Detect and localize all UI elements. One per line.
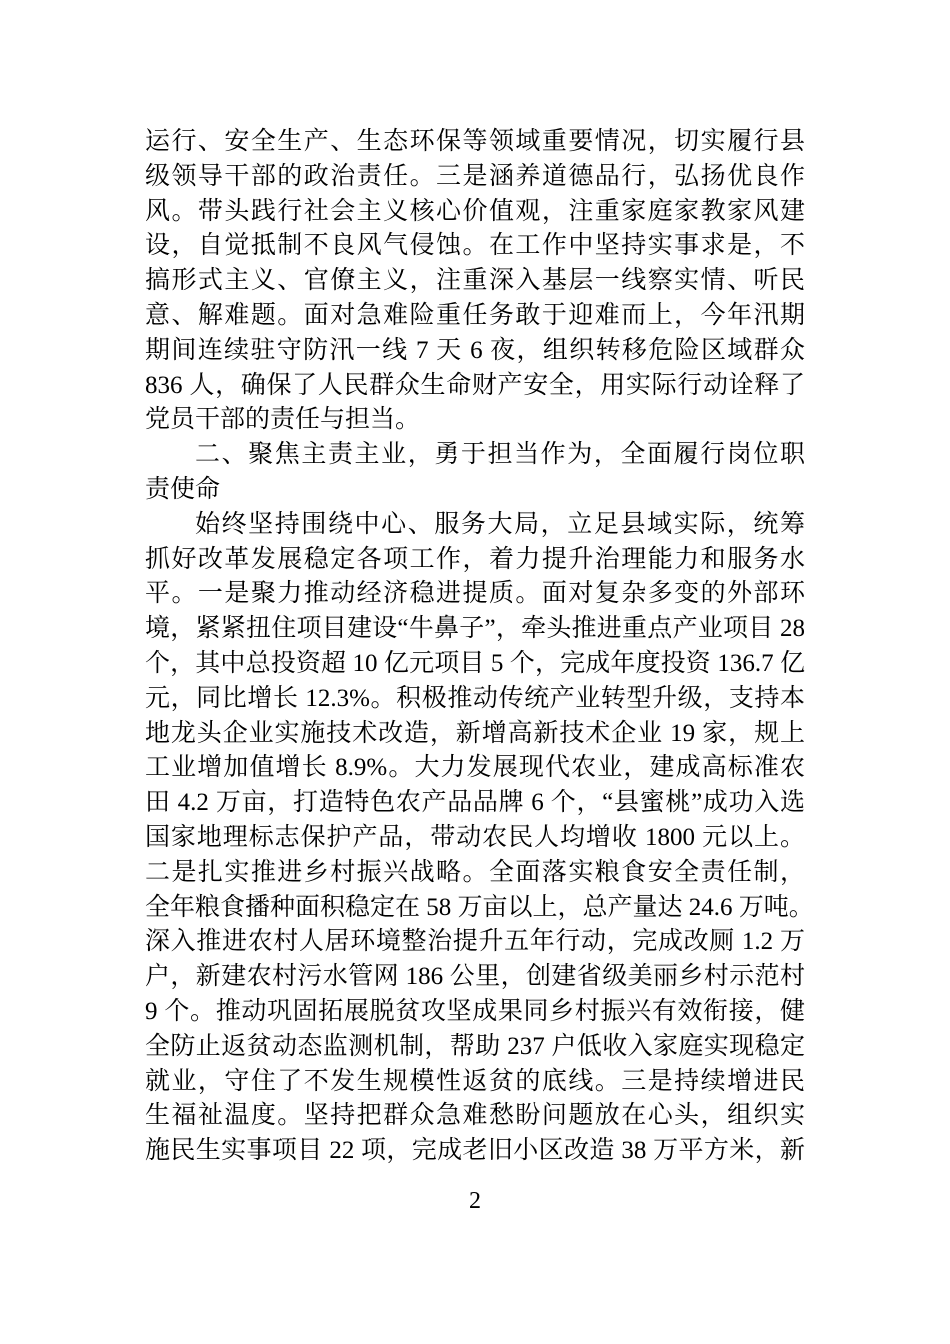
paragraph-line: 施民生实事项目 22 项，完成老旧小区改造 38 万平方米，新 [145,1137,805,1165]
paragraph-line: 期间连续驻守防汛一线 7 天 6 夜，组织转移危险区域群众 [145,336,805,364]
paragraph-line: 个，其中总投资超 10 亿元项目 5 个，完成年度投资 136.7 亿 [145,649,805,677]
paragraph-line: 始终坚持围绕中心、服务大局，立足县域实际，统筹 [195,510,805,538]
paragraph-line: 意、解难题。面对急难险重任务敢于迎难而上，今年汛期 [145,301,805,329]
paragraph-line: 国家地理标志保护产品，带动农民人均增收 1800 元以上。 [145,823,805,851]
paragraph-line: 就业，守住了不发生规模性返贫的底线。三是持续增进民 [145,1067,805,1095]
paragraph-line: 全防止返贫动态监测机制，帮助 237 户低收入家庭实现稳定 [145,1032,805,1060]
paragraph-line: 元，同比增长 12.3%。积极推动传统产业转型升级，支持本 [145,684,805,712]
paragraph-line: 运行、安全生产、生态环保等领域重要情况，切实履行县 [145,128,805,155]
paragraph-line: 工业增加值增长 8.9%。大力发展现代农业，建成高标准农 [145,754,805,782]
paragraph-line: 党员干部的责任与担当。 [145,406,421,434]
paragraph-line: 全年粮食播种面积稳定在 58 万亩以上，总产量达 24.6 万吨。 [145,893,814,921]
paragraph-line: 生福祉温度。坚持把群众急难愁盼问题放在心头，组织实 [145,1102,805,1130]
paragraph-line: 地龙头企业实施技术改造，新增高新技术企业 19 家，规上 [145,719,805,747]
paragraph-line: 田 4.2 万亩，打造特色农产品品牌 6 个，“县蜜桃”成功入选 [145,789,805,817]
paragraph-line: 搞形式主义、官僚主义，注重深入基层一线察实情、听民 [145,267,805,295]
paragraph-line: 抓好改革发展稳定各项工作，着力提升治理能力和服务水 [145,545,805,573]
paragraph-line: 9 个。推动巩固拓展脱贫攻坚成果同乡村振兴有效衔接，健 [145,997,805,1025]
section-heading: 二、聚焦主责主业，勇于担当作为，全面履行岗位职 [195,441,805,469]
paragraph-line: 境，紧紧扭住项目建设“牛鼻子”，牵头推进重点产业项目 28 [145,615,805,643]
paragraph-line: 深入推进农村人居环境整治提升五年行动，完成改厕 1.2 万 [145,928,805,956]
paragraph-line: 平。一是聚力推动经济稳进提质。面对复杂多变的外部环 [145,580,805,608]
paragraph-line: 户，新建农村污水管网 186 公里，创建省级美丽乡村示范村 [145,963,805,991]
body-text [145,125,814,1169]
paragraph-line: 二是扎实推进乡村振兴战略。全面落实粮食安全责任制， [145,858,805,886]
section-heading: 责使命 [145,475,221,503]
paragraph-line: 级领导干部的政治责任。三是涵养道德品行，弘扬优良作 [145,162,805,190]
paragraph-line: 风。带头践行社会主义核心价值观，注重家庭家教家风建 [145,197,805,225]
paragraph-line: 836 人，确保了人民群众生命财产安全，用实际行动诠释了 [145,371,805,399]
page-number: 2 [469,1188,481,1214]
paragraph-line: 设，自觉抵制不良风气侵蚀。在工作中坚持实事求是，不 [145,232,805,260]
